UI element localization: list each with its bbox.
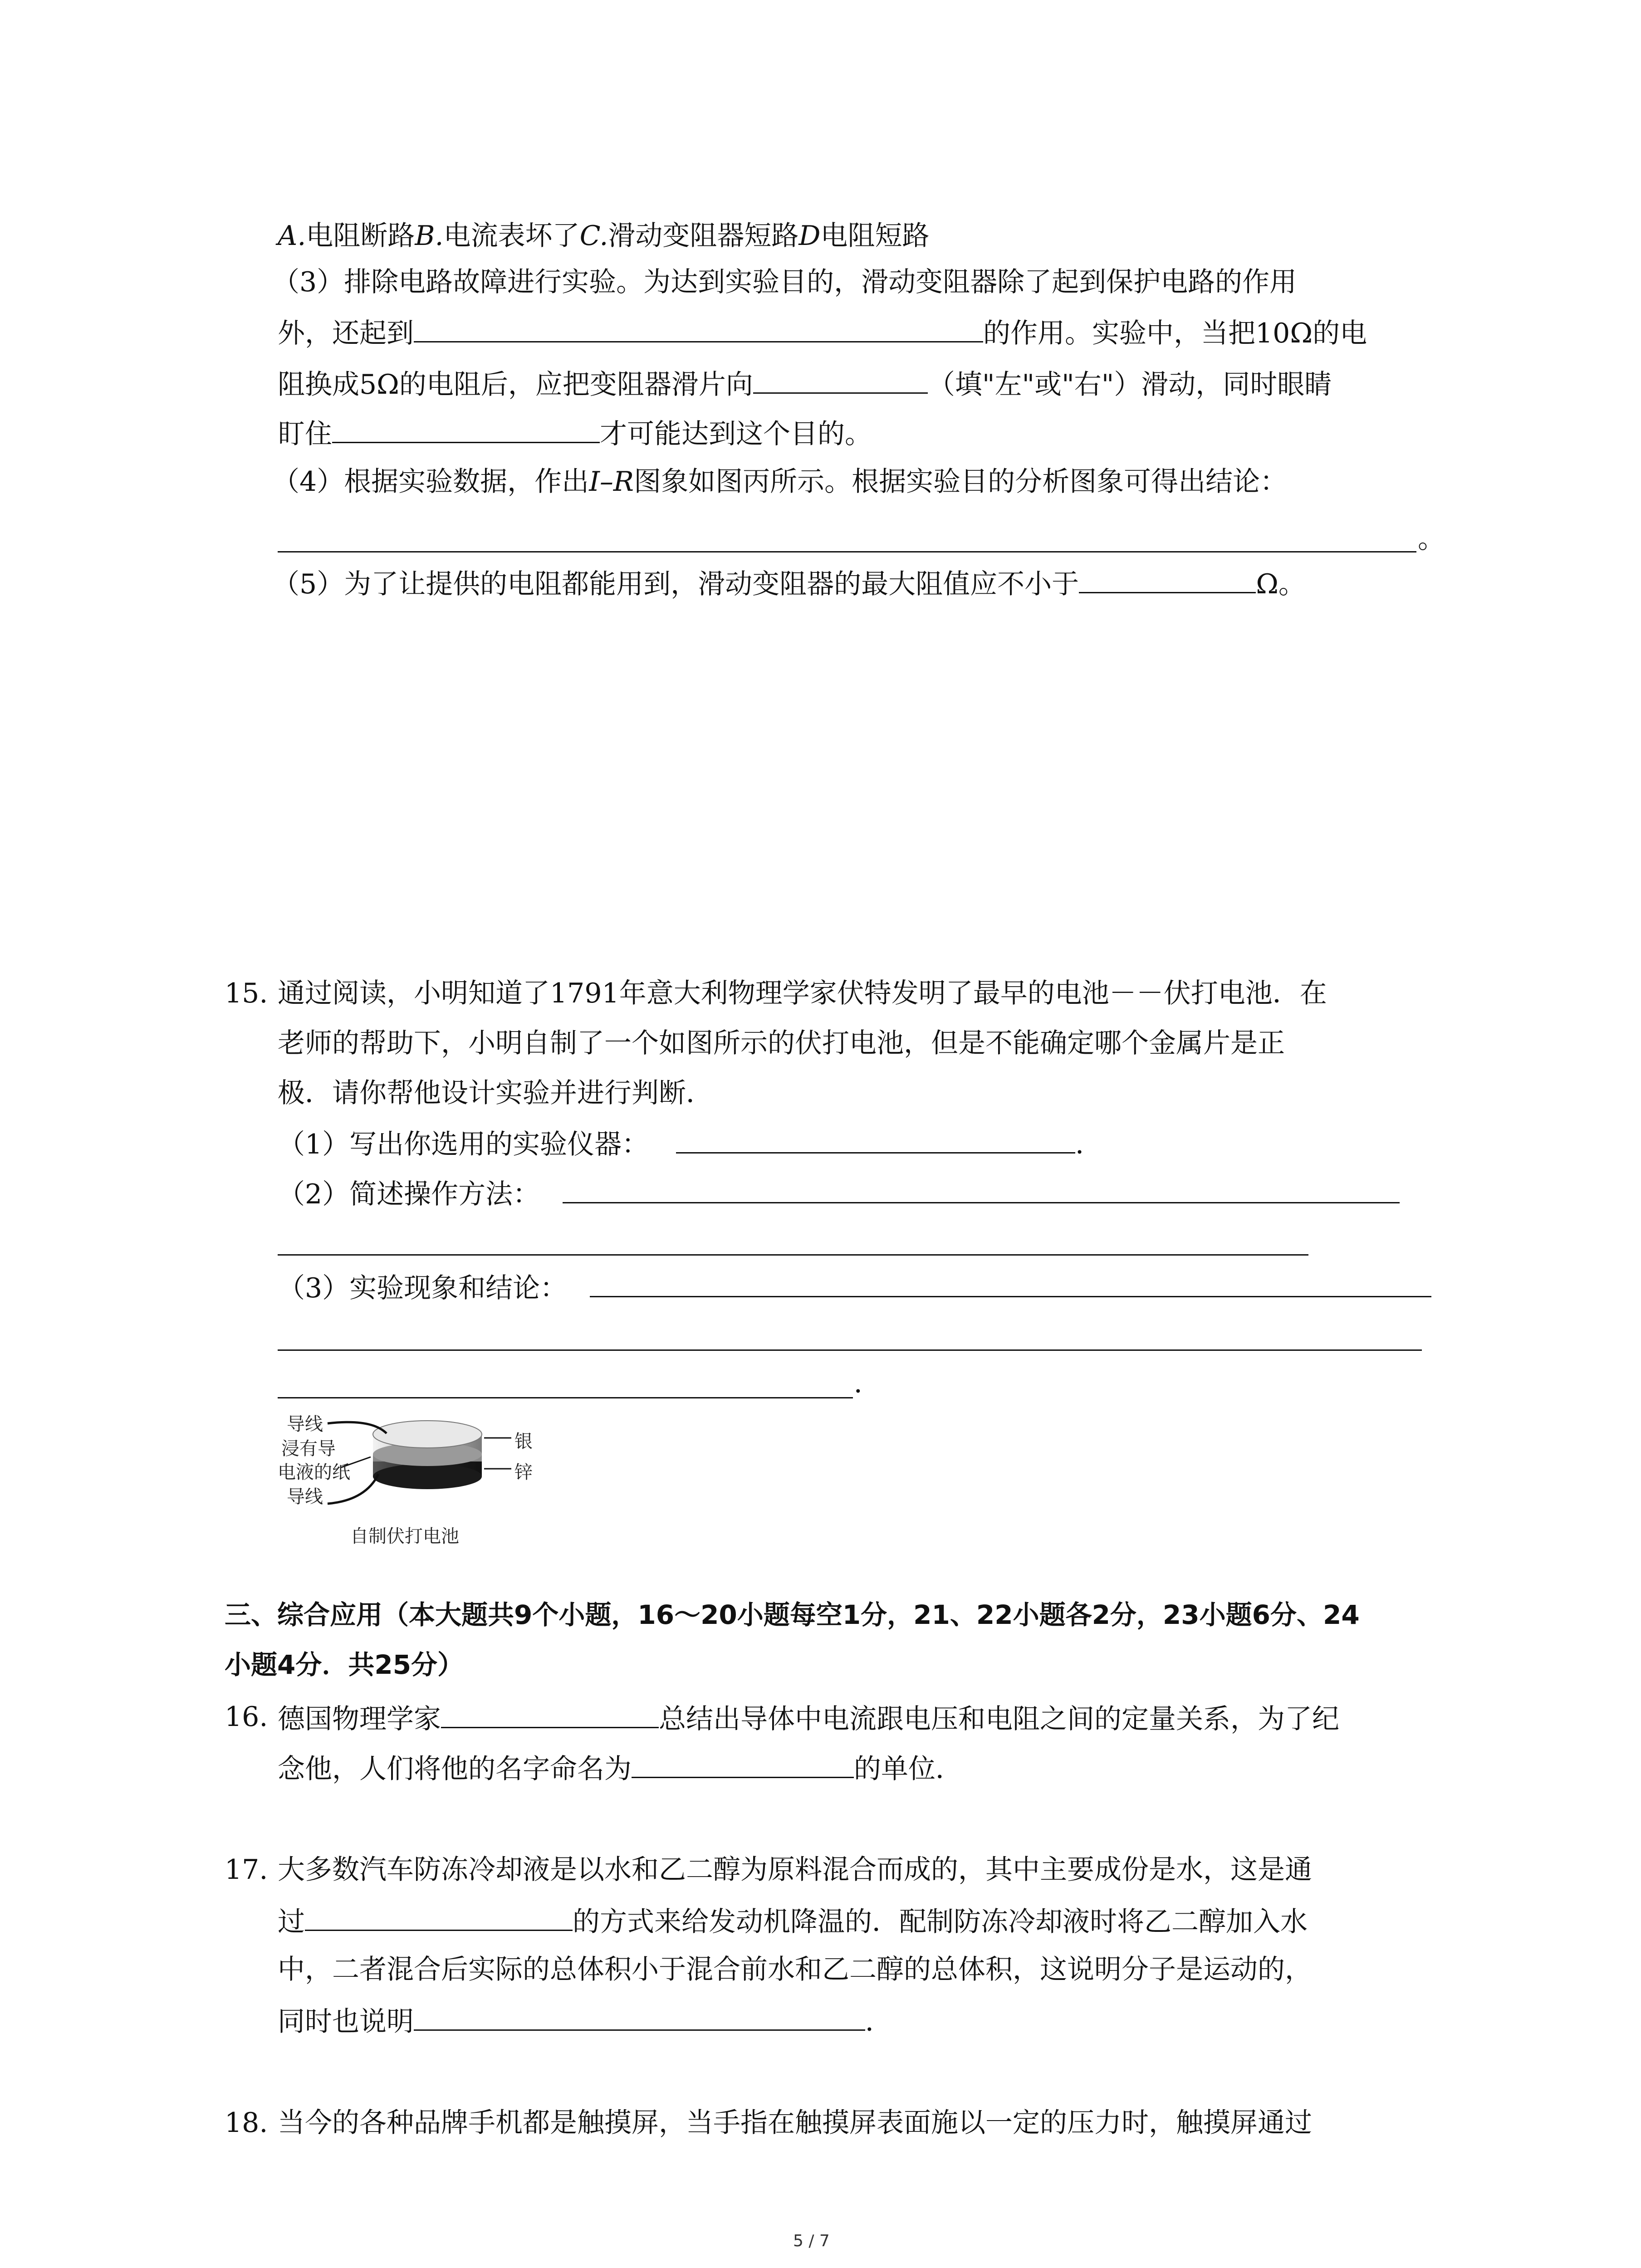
option-d-letter: D <box>798 220 821 252</box>
q18-line1: 当今的各种品牌手机都是触摸屏，当手指在触摸屏表面施以一定的压力时，触摸屏通过 <box>278 2107 1312 2139</box>
answer-line-method-2[interactable] <box>278 1254 1308 1256</box>
section3-heading-line1: 三、综合应用（本大题共9个小题，16～20小题每空1分，21、22小题各2分，23小题6分、24 <box>225 1599 1360 1630</box>
answer-blank-physicist[interactable] <box>441 1699 659 1728</box>
answer-blank-molecule-gap[interactable] <box>414 2001 865 2031</box>
q14-part3-line2-a: 外，还起到 <box>278 318 414 349</box>
option-d-text: 电阻短路 <box>820 220 930 252</box>
option-a-letter: A. <box>278 220 306 252</box>
option-b-letter: B. <box>415 220 444 252</box>
answer-blank-unit[interactable] <box>632 1749 854 1778</box>
answer-blank-method[interactable] <box>563 1174 1400 1203</box>
q15-number: 15. <box>225 978 268 1009</box>
figure-label-zinc: 锌 <box>514 1462 533 1483</box>
q15-step2 <box>278 1174 1400 1212</box>
q15-step3-text: （3）实验现象和结论： <box>278 1272 568 1304</box>
q16-line1-a: 德国物理学家 <box>278 1703 441 1735</box>
answer-line-conclusion[interactable] <box>278 551 1416 552</box>
q14-part3-line2 <box>278 313 1367 352</box>
q15-step1-text: （1）写出你选用的实验仪器： <box>278 1129 649 1160</box>
q15-line3: 极．请你帮他设计实验并进行判断． <box>278 1077 713 1109</box>
figure-label-wire-bottom: 导线 <box>287 1486 323 1507</box>
q14-part4-ir: I–R <box>589 466 634 498</box>
q14-part4-b: 图象如图丙所示。根据实验目的分析图象可得出结论： <box>634 466 1288 498</box>
q14-part3-line2-b: 的作用。实验中，当把10Ω的电 <box>983 318 1367 349</box>
answer-blank-direction[interactable] <box>753 364 928 394</box>
q16-line2-b: 的单位． <box>854 1753 963 1785</box>
answer-blank-cooling-method[interactable] <box>305 1901 573 1931</box>
figure-label-silver: 银 <box>514 1431 533 1452</box>
q14-part5-line <box>272 564 1306 602</box>
q15-line1: 通过阅读，小明知道了1791年意大利物理学家伏特发明了最早的电池－－伏打电池．在 <box>278 978 1327 1009</box>
answer-line-phenomenon-3[interactable] <box>278 1397 853 1398</box>
q15-step3 <box>278 1268 1431 1306</box>
answer-blank-max-resistance[interactable] <box>1079 564 1256 593</box>
q16-line1-b: 总结出导体中电流跟电压和电阻之间的定量关系，为了纪 <box>659 1703 1339 1735</box>
q17-line3: 中，二者混合后实际的总体积小于混合前水和乙二醇的总体积，这说明分子是运动的， <box>278 1954 1312 1985</box>
q15-step1 <box>278 1124 1102 1163</box>
q16-number: 16. <box>225 1701 268 1733</box>
q17-line4 <box>278 2001 892 2040</box>
section3-heading-line2: 小题4分．共25分） <box>225 1649 464 1680</box>
q16-line1 <box>278 1699 1339 1737</box>
figure-label-wire-top: 导线 <box>287 1414 323 1435</box>
q14-part4-line <box>272 464 1287 500</box>
answer-blank-function[interactable] <box>414 313 983 342</box>
q15-step2-text: （2）简述操作方法： <box>278 1178 540 1210</box>
q16-line2 <box>278 1749 963 1787</box>
figure-caption: 自制伏打电池 <box>350 1526 459 1547</box>
q18-number: 18. <box>225 2107 268 2139</box>
q14-part4-period: 。 <box>1418 523 1445 555</box>
q17-line2-b: 的方式来给发动机降温的．配制防冻冷却液时将乙二醇加入水 <box>573 1906 1308 1938</box>
q14-part3-line3 <box>278 364 1332 403</box>
figure-label-paper-1: 浸有导 <box>281 1438 336 1459</box>
answer-line-phenomenon-2[interactable] <box>278 1349 1422 1351</box>
q15-step3-end: ． <box>854 1368 881 1399</box>
q14-part3-line4 <box>278 414 872 452</box>
answer-blank-phenomenon[interactable] <box>590 1268 1431 1297</box>
figure-label-paper-2: 电液的纸 <box>278 1462 350 1483</box>
q14-part5-b: Ω。 <box>1256 568 1306 600</box>
q16-line2-a: 念他，人们将他的名字命名为 <box>278 1753 632 1785</box>
q14-options-line <box>278 218 930 254</box>
q15-line2: 老师的帮助下，小明自制了一个如图所示的伏打电池，但是不能确定哪个金属片是正 <box>278 1027 1285 1059</box>
q17-line2-a: 过 <box>278 1906 305 1938</box>
option-b-text: 电流表坏了 <box>443 220 580 252</box>
page-number: 5 / 7 <box>793 2232 830 2250</box>
voltaic-cell-figure <box>278 1406 586 1551</box>
q14-part4-a: （4）根据实验数据，作出 <box>272 466 589 498</box>
q14-part3-line4-b: 才可能达到这个目的。 <box>600 418 872 450</box>
answer-blank-instrument[interactable] <box>676 1124 1075 1154</box>
q14-part3-line4-a: 盯住 <box>278 418 332 450</box>
q14-part5-a: （5）为了让提供的电阻都能用到，滑动变阻器的最大阻值应不小于 <box>272 568 1079 600</box>
q15-step1-end: ． <box>1075 1129 1103 1160</box>
q17-line2 <box>278 1901 1308 1940</box>
q14-part3-line1: （3）排除电路故障进行实验。为达到实验目的，滑动变阻器除了起到保护电路的作用 <box>272 266 1297 298</box>
answer-blank-watch[interactable] <box>332 414 600 443</box>
q14-part3-line3-b: （填"左"或"右"）滑动，同时眼睛 <box>927 369 1332 401</box>
q17-line4-a: 同时也说明 <box>278 2006 414 2038</box>
q17-number: 17. <box>225 1854 268 1886</box>
option-c-text: 滑动变阻器短路 <box>608 220 799 252</box>
q17-line4-b: ． <box>865 2006 892 2038</box>
option-c-letter: C. <box>579 220 608 252</box>
q17-line1: 大多数汽车防冻冷却液是以水和乙二醇为原料混合而成的，其中主要成份是水，这是通 <box>278 1854 1312 1886</box>
option-a-text: 电阻断路 <box>306 220 415 252</box>
q14-part3-line3-a: 阻换成5Ω的电阻后，应把变阻器滑片向 <box>278 369 753 401</box>
